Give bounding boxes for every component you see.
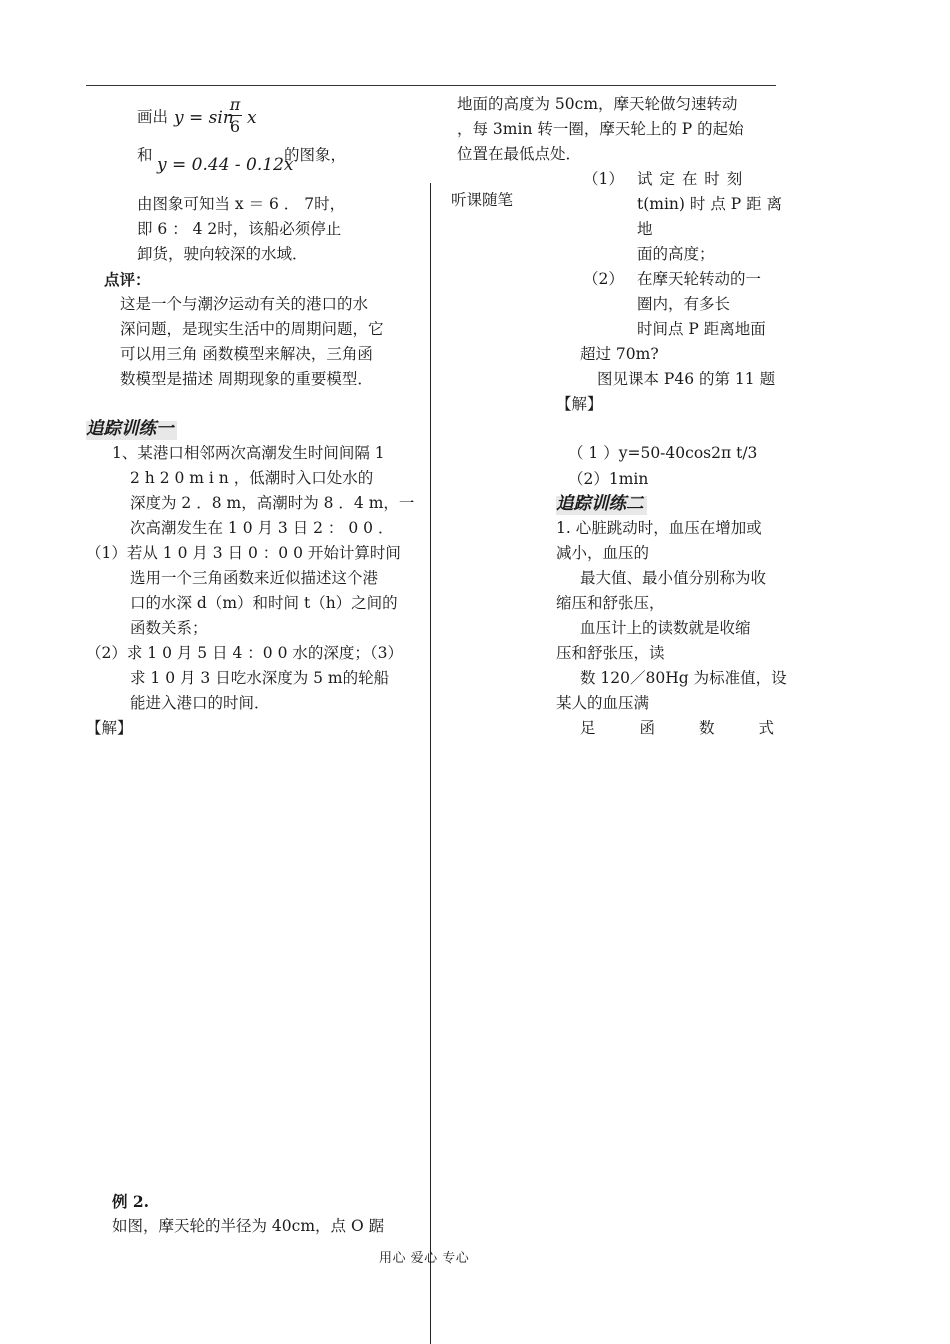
spread-char: 数 (698, 719, 715, 737)
spread-char: 式 (758, 719, 774, 737)
fraction-bar (228, 115, 242, 116)
training-two-line: 血压计上的读数就是收缩 (580, 619, 751, 637)
training-one-line: 1、某港口相邻两次高潮发生时间间隔 1 (112, 444, 385, 462)
question-two-line: 时间点 P 距离地面 (637, 320, 766, 338)
column-divider (430, 183, 431, 1344)
training-one-line: （1）若从 1 0 月 3 日 0 ：0 0 开始计算时间 (86, 544, 401, 562)
training-two-line: 缩压和舒张压， (556, 594, 665, 612)
training-one-line: 能进入港口的时间． (130, 694, 270, 712)
sine-function: y = sin (174, 108, 234, 128)
question-two-line: 在摩天轮转动的一 (637, 270, 762, 288)
side-note: 听课随笔 (451, 191, 514, 209)
comment-label: 点评： (104, 270, 151, 289)
training-one-solution: 【解】 (86, 719, 133, 737)
header-rule (86, 85, 776, 86)
comment-line: 深问题，是现实生活中的周期问题，它 (120, 320, 384, 338)
graph-suffix: 的图象， (284, 146, 347, 164)
linear-function: y = 0.44 - 0.12x (157, 155, 294, 175)
intro-line: 地面的高度为 50cm，摩天轮做匀速转动 (457, 95, 738, 113)
intro-line: 位置在最低点处． (457, 145, 582, 163)
training-two-spread-line (580, 721, 774, 737)
intro-line: ，每 3min 转一圈，摩天轮上的 P 的起始 (457, 120, 744, 138)
training-two-line: 1. 心脏跳动时，血压在增加或 (556, 519, 762, 537)
pi-over-six-fraction (228, 97, 242, 135)
training-two-line: 某人的血压满 (556, 694, 650, 712)
example-two-text: 如图，摩天轮的半径为 40cm，点 O 踞 (112, 1217, 385, 1235)
answer-two: （2）1min (568, 470, 649, 488)
training-two-line: 数 120／80Hg 为标准值，设 (580, 669, 787, 687)
question-one-line: 面的高度； (637, 245, 715, 263)
training-two-line: 减小，血压的 (556, 544, 650, 562)
example-two-label: 例 2. (112, 1192, 150, 1211)
sine-variable: x (247, 108, 257, 128)
reference-note: 图见课本 P46 的第 11 题 (597, 370, 776, 388)
spread-char: 足 (580, 719, 596, 737)
comment-line: 这是一个与潮汐运动有关的港口的水 (120, 295, 369, 313)
training-one-line: 求 1 0 月 3 日吃水深度为 5 m的轮船 (130, 669, 390, 687)
training-one-line: 次高潮发生在 1 0 月 3 日 2 ： 0 0 ． (130, 519, 394, 537)
result-line: 卸货，驶向较深的水域． (137, 245, 308, 263)
training-one-line: （2）求 1 0 月 5 日 4 ：0 0 水的深度；（3） (86, 644, 403, 662)
training-one-line: 2 h 2 0 m i n ，低潮时入口处水的 (130, 469, 374, 487)
spread-char: 函 (639, 719, 655, 737)
training-one-line: 函数关系； (130, 619, 208, 637)
training-one-heading: 追踪训练一 (86, 421, 177, 440)
question-one-line: t(min) 时 点 P 距 离 (637, 195, 783, 213)
question-one-line: 地 (637, 220, 653, 238)
page-footer: 用心 爱心 专心 (379, 1251, 470, 1266)
comment-line: 可以用三角 函数模型来解决，三角函 (120, 345, 373, 363)
question-two-tail: 超过 70m? (580, 345, 659, 363)
training-two-heading: 追踪训练二 (556, 496, 647, 515)
question-one-number: （1） (583, 170, 624, 188)
fraction-numerator: π (229, 95, 241, 114)
question-one-line: 试 定 在 时 刻 (637, 170, 744, 188)
training-two-line: 压和舒张压，读 (556, 644, 665, 662)
result-line: 即 6 ： 4 2时，该船必须停止 (137, 220, 342, 238)
question-two-line: 圈内，有多长 (637, 295, 731, 313)
training-one-line: 口的水深 d（m）和时间 t（h）之间的 (130, 594, 398, 612)
training-one-line: 深度为 2 ．8 m，高潮时为 8 ．4 m，一 (130, 494, 415, 512)
training-two-line: 最大值、最小值分别称为收 (580, 569, 767, 587)
question-two-number: （2） (583, 270, 624, 288)
solution-label: 【解】 (556, 395, 603, 413)
graph-and: 和 (137, 146, 153, 164)
answer-one: （ 1 ）y=50-40cos2π t/3 (568, 444, 758, 462)
training-one-line: 选用一个三角函数来近似描述这个港 (130, 569, 379, 587)
graph-prefix: 画出 (137, 108, 169, 126)
comment-line: 数模型是描述 周期现象的重要模型． (120, 370, 373, 388)
result-line: 由图象可知当 x ＝ 6 ． 7时， (137, 195, 346, 213)
fraction-denominator: 6 (229, 117, 241, 136)
